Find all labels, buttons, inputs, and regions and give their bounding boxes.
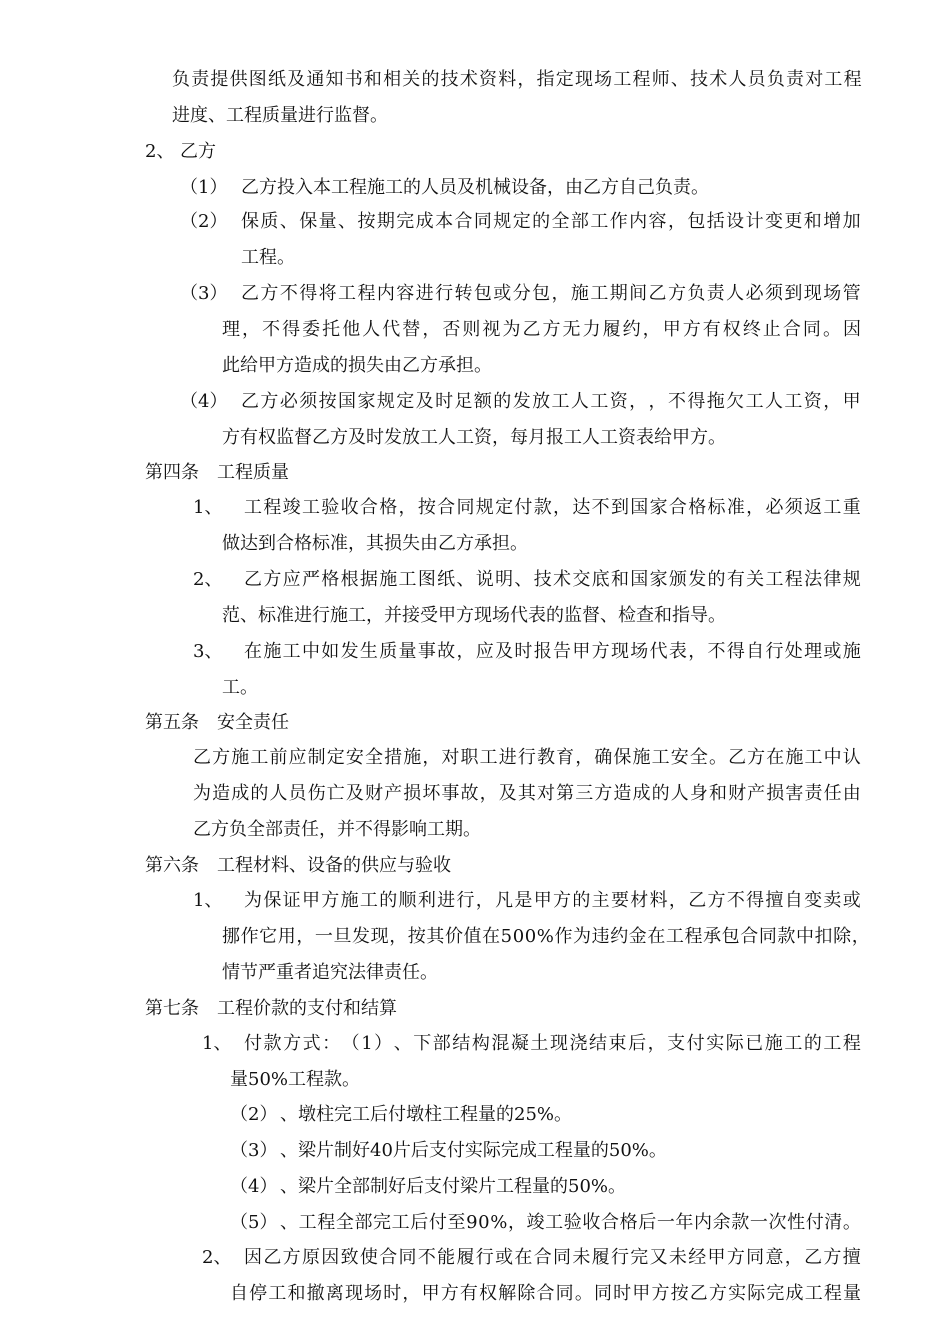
article-7-item-1-num: 1、 — [202, 1033, 232, 1054]
article-7-sub-3-text: 、梁片制好40片后支付实际完成工程量的50%。 — [280, 1140, 667, 1161]
article-4-item-1-line-1: 工 程 竣 工 验 收 合 格 ， 按 合 同 规 定 付 款 ， 达 不 到 国 家 合 格 标 准 ， 必 须 返 工 重 — [244, 497, 861, 518]
article-4-item-2-line-2: 范、标准进行施工，并接受甲方现场代表的监督、检查和指导。 — [222, 605, 726, 626]
party-b-item-3-line-1: 乙 方 不 得 将 工 程 内 容 进 行 转 包 或 分 包 ， 施 工 期 间 乙 方 负 责 人 必 须 到 现 场 管 — [241, 283, 861, 304]
article-7-sub-3-num: （3） — [230, 1140, 278, 1161]
article-4-item-2-line-1: 乙 方 应 严 格 根 据 施 工 图 纸 、 说 明 、 技 术 交 底 和 国 家 颁 发 的 有 关 工 程 法 律 规 — [244, 569, 861, 590]
article-7-sub-2-num: （2） — [230, 1104, 278, 1125]
article-7-item-2-line-1: 因 乙 方 原 因 致 使 合 同 不 能 履 行 或 在 合 同 未 履 行 完 又 未 经 甲 方 同 意 ， 乙 方 擅 — [244, 1247, 861, 1268]
party-b-item-2-line-2: 工程。 — [241, 247, 295, 268]
article-6-item-1-line-3: 情节严重者追究法律责任。 — [222, 962, 438, 983]
article-6-item-1-num: 1、 — [193, 890, 223, 911]
article-4-item-1-num: 1、 — [193, 497, 223, 518]
article-4-item-3-num: 3、 — [193, 641, 223, 662]
party-b-item-4-num: （4） — [180, 391, 228, 412]
article-5-line-1: 乙 方 施 工 前 应 制 定 安 全 措 施 ， 对 职 工 进 行 教 育 ， 确 保 施 工 安 全 。 乙 方 在 施 工 中 认 — [193, 747, 861, 768]
party-b-heading-num: 2、 — [145, 141, 175, 162]
article-7-item-1-line-2: 量50%工程款。 — [230, 1069, 361, 1090]
article-5-heading: 第五条 安全责任 — [145, 712, 289, 733]
article-7-sub-5-text: 、 工 程 全 部 完 工 后 付 至 9 0 % ， 竣 工 验 收 合 格 后 一 年 内 余 款 一 次 性 付 清 。 — [280, 1212, 861, 1233]
article-7-sub-4-num: （4） — [230, 1176, 278, 1197]
party-b-item-3-line-2: 理 ， 不 得 委 托 他 人 代 替 ， 否 则 视 为 乙 方 无 力 履 约 ， 甲 方 有 权 终 止 合 同 。 因 — [222, 319, 861, 340]
party-b-item-2-num: （2） — [180, 211, 228, 232]
article-4-heading: 第四条 工程质量 — [145, 462, 289, 483]
intro-line-1: 负 责 提 供 图 纸 及 通 知 书 和 相 关 的 技 术 资 料 ， 指 定 现 场 工 程 师 、 技 术 人 员 负 责 对 工 程 — [172, 69, 862, 90]
article-7-sub-2-text: 、墩柱完工后付墩柱工程量的25%。 — [280, 1104, 573, 1125]
article-4-item-3-line-1: 在 施 工 中 如 发 生 质 量 事 故 ， 应 及 时 报 告 甲 方 现 场 代 表 ， 不 得 自 行 处 理 或 施 — [244, 641, 861, 662]
party-b-item-4-line-1: 乙 方 必 须 按 国 家 规 定 及 时 足 额 的 发 放 工 人 工 资 ， ， 不 得 拖 欠 工 人 工 资 ， 甲 — [241, 391, 861, 412]
article-6-heading: 第六条 工程材料、设备的供应与验收 — [145, 855, 451, 876]
party-b-heading: 乙方 — [180, 141, 216, 162]
article-4-item-2-num: 2、 — [193, 569, 223, 590]
party-b-item-4-line-2: 方有权监督乙方及时发放工人工资，每月报工人工资表给甲方。 — [222, 427, 726, 448]
article-4-item-3-line-2: 工。 — [222, 677, 258, 698]
article-7-item-1-line-1: 付 款 方 式 ： （ 1 ） 、 下 部 结 构 混 凝 土 现 浇 结 束 后 ， 支 付 实 际 已 施 工 的 工 程 — [244, 1033, 861, 1054]
party-b-item-1-num: （1） — [180, 177, 228, 198]
article-7-item-2-num: 2、 — [202, 1247, 232, 1268]
article-4-item-1-line-2: 做达到合格标准，其损失由乙方承担。 — [222, 533, 528, 554]
article-5-line-2: 为 造 成 的 人 员 伤 亡 及 财 产 损 坏 事 故 ， 及 其 对 第 三 方 造 成 的 人 身 和 财 产 损 害 责 任 由 — [193, 783, 861, 804]
party-b-item-3-line-3: 此给甲方造成的损失由乙方承担。 — [222, 355, 492, 376]
article-7-sub-4-text: 、梁片全部制好后支付梁片工程量的50%。 — [280, 1176, 627, 1197]
article-7-sub-5-num: （5） — [230, 1212, 278, 1233]
intro-line-2: 进度、工程质量进行监督。 — [172, 105, 388, 126]
party-b-item-2-line-1: 保 质 、 保 量 、 按 期 完 成 本 合 同 规 定 的 全 部 工 作 内 容 ， 包 括 设 计 变 更 和 增 加 — [241, 211, 861, 232]
article-7-heading: 第七条 工程价款的支付和结算 — [145, 998, 397, 1019]
party-b-item-3-num: （3） — [180, 283, 228, 304]
article-7-item-2-line-2: 自 停 工 和 撤 离 现 场 时 ， 甲 方 有 权 解 除 合 同 。 同 时 甲 方 按 乙 方 实 际 完 成 工 程 量 — [230, 1283, 861, 1304]
article-6-item-1-line-1: 为 保 证 甲 方 施 工 的 顺 利 进 行 ， 凡 是 甲 方 的 主 要 材 料 ， 乙 方 不 得 擅 自 变 卖 或 — [244, 890, 861, 911]
article-6-item-1-line-2: 挪 作 它 用 ， 一 旦 发 现 ， 按 其 价 值 在 5 0 0 % 作 为 违 约 金 在 工 程 承 包 合 同 款 中 扣 除 ， — [222, 926, 870, 947]
party-b-item-1-line-1: 乙方投入本工程施工的人员及机械设备，由乙方自己负责。 — [241, 177, 709, 198]
article-5-line-3: 乙方负全部责任，并不得影响工期。 — [193, 819, 481, 840]
